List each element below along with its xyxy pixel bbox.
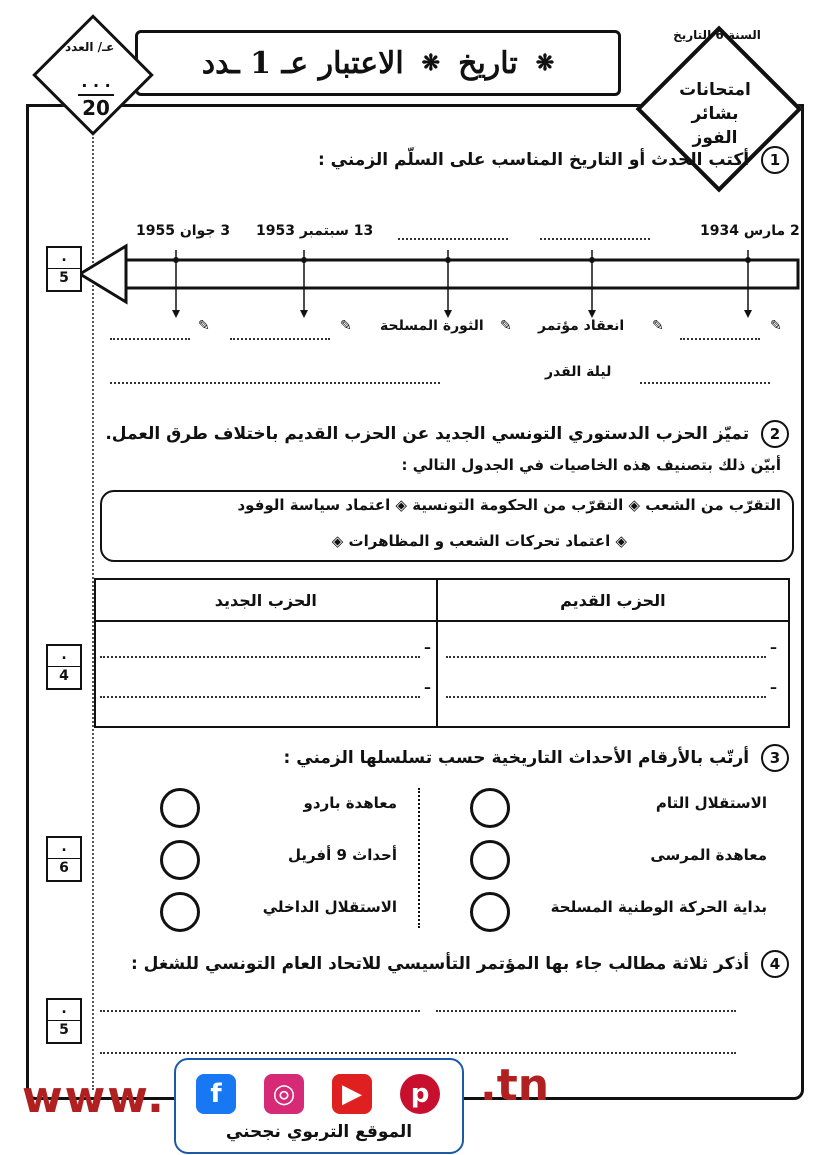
mark-value: 4 bbox=[59, 668, 69, 684]
ornament-icon: ❋ bbox=[535, 50, 555, 76]
q1-mark bbox=[46, 246, 82, 292]
q3-event-right: معاهدة المرسى bbox=[650, 846, 767, 864]
order-circle[interactable] bbox=[470, 788, 510, 828]
brand-line: امتحانات bbox=[679, 80, 751, 100]
q3-heading bbox=[284, 744, 789, 772]
brand-text bbox=[660, 78, 770, 150]
q3-event-right: الاستقلال التام bbox=[655, 794, 767, 812]
answer-line[interactable] bbox=[230, 336, 330, 340]
pencil-icon: ✎ bbox=[652, 318, 664, 334]
order-circle[interactable] bbox=[470, 840, 510, 880]
mark-value: 6 bbox=[59, 860, 69, 876]
answer-line[interactable] bbox=[398, 236, 508, 240]
q1-number: 1 bbox=[761, 146, 789, 174]
pencil-icon: ✎ bbox=[500, 318, 512, 334]
q4-number: 4 bbox=[761, 950, 789, 978]
social-box bbox=[174, 1058, 464, 1154]
q4-instruction: أذكر ثلاثة مطالب جاء بها المؤتمر التأسيسي للاتحاد العام التونسي للشغل : bbox=[130, 954, 750, 974]
mark-value: 5 bbox=[59, 270, 69, 286]
q3-divider bbox=[418, 788, 420, 928]
q3-event-right: بداية الحركة الوطنية المسلحة bbox=[550, 898, 767, 916]
q1-instruction: أكتب الحدث أو التاريخ المناسب على السلّم الزمني : bbox=[317, 150, 750, 170]
q4-heading bbox=[131, 950, 789, 978]
brand-ribbon: السنة 6 التاريخ bbox=[673, 28, 761, 42]
answer-line[interactable] bbox=[540, 236, 650, 240]
q3-number: 3 bbox=[761, 744, 789, 772]
q2-mark bbox=[46, 644, 82, 690]
order-circle[interactable] bbox=[160, 892, 200, 932]
q2-instruction: تميّز الحزب الدستوري التونسي الجديد عن الحزب القديم باختلاف طرق العمل. bbox=[105, 424, 750, 444]
score-fraction bbox=[78, 72, 114, 120]
mark-top: . bbox=[48, 1000, 80, 1021]
q3-mark bbox=[46, 836, 82, 882]
q4-mark bbox=[46, 998, 82, 1044]
pencil-icon: ✎ bbox=[340, 318, 352, 334]
score-total: 20 bbox=[82, 96, 110, 120]
order-circle[interactable] bbox=[470, 892, 510, 932]
footer-url-right[interactable]: .tn bbox=[480, 1060, 550, 1111]
header-band bbox=[135, 30, 621, 96]
mark-top: . bbox=[48, 838, 80, 859]
footer-caption: الموقع التربوي نجحني bbox=[225, 1122, 413, 1142]
answer-line[interactable] bbox=[100, 694, 420, 698]
page-title: تاريخ bbox=[458, 45, 518, 81]
q2-table bbox=[94, 578, 790, 728]
footer-url-left[interactable]: www. bbox=[22, 1072, 166, 1123]
answer-line[interactable] bbox=[436, 1008, 736, 1012]
youtube-icon[interactable]: ▶ bbox=[332, 1074, 372, 1114]
q2-sub-heading bbox=[402, 456, 782, 474]
brand-line: بشائر bbox=[691, 104, 739, 124]
mark-top: . bbox=[48, 248, 80, 269]
brand-line: الفوز bbox=[692, 128, 738, 148]
timeline-bar bbox=[126, 260, 798, 288]
timeline-event: انعقاد مؤتمر bbox=[538, 318, 625, 334]
timeline bbox=[80, 236, 800, 326]
timeline-event: ليلة القدر bbox=[545, 364, 612, 380]
q3-event-left: أحداث 9 أفريل bbox=[287, 846, 397, 864]
q2-items-line: التقرّب من الشعب ◈ التقرّب من الحكومة التونسية ◈ اعتماد سياسة الوفود bbox=[237, 496, 781, 514]
order-circle[interactable] bbox=[160, 840, 200, 880]
mark-value: 5 bbox=[59, 1022, 69, 1038]
order-circle[interactable] bbox=[160, 788, 200, 828]
q2-sub-instruction: أبيّن ذلك بتصنيف هذه الخاصيات في الجدول التالي : bbox=[401, 456, 781, 474]
q2-heading bbox=[105, 420, 789, 448]
timeline-arrow bbox=[80, 246, 126, 302]
mark-top: . bbox=[48, 646, 80, 667]
answer-line[interactable] bbox=[446, 694, 766, 698]
answer-line[interactable] bbox=[100, 654, 420, 658]
answer-line[interactable] bbox=[100, 1008, 420, 1012]
table-cell-new[interactable] bbox=[95, 621, 437, 727]
answer-line[interactable] bbox=[110, 380, 440, 384]
q2-number: 2 bbox=[761, 420, 789, 448]
timeline-date: 2 مارس 1934 bbox=[700, 223, 800, 239]
table-header-new: الحزب الجديد bbox=[95, 579, 437, 621]
answer-line[interactable] bbox=[100, 1050, 736, 1054]
table-header-old: الحزب القديم bbox=[437, 579, 789, 621]
facebook-icon[interactable]: f bbox=[196, 1074, 236, 1114]
ornament-icon: ❋ bbox=[421, 50, 441, 76]
table-cell-old[interactable] bbox=[437, 621, 789, 727]
q1-heading bbox=[318, 146, 789, 174]
answer-line[interactable] bbox=[640, 380, 770, 384]
score-top: . . . bbox=[78, 72, 114, 96]
q3-event-left: معاهدة باردو bbox=[303, 794, 397, 812]
pencil-icon: ✎ bbox=[198, 318, 210, 334]
q3-instruction: أرتّب بالأرقام الأحداث التاريخية حسب تسلسلها الزمني : bbox=[283, 748, 750, 768]
timeline-date: 13 سبتمبر 1953 bbox=[256, 223, 374, 239]
answer-line[interactable] bbox=[680, 336, 760, 340]
timeline-event: الثورة المسلحة bbox=[380, 318, 484, 334]
instagram-icon[interactable]: ◎ bbox=[264, 1074, 304, 1114]
score-label: عـ/ العدد bbox=[65, 40, 115, 54]
q2-items-line: ◈ اعتماد تحركات الشعب و المظاهرات ◈ bbox=[331, 532, 627, 550]
timeline-date: 3 جوان 1955 bbox=[136, 223, 231, 239]
pinterest-icon[interactable]: p bbox=[400, 1074, 440, 1114]
answer-line[interactable] bbox=[446, 654, 766, 658]
page-subtitle: الاعتبار عـ 1 ـدد bbox=[201, 45, 404, 81]
answer-line[interactable] bbox=[110, 336, 190, 340]
q3-event-left: الاستقلال الداخلي bbox=[262, 898, 397, 916]
pencil-icon: ✎ bbox=[770, 318, 782, 334]
score-box bbox=[40, 22, 145, 132]
